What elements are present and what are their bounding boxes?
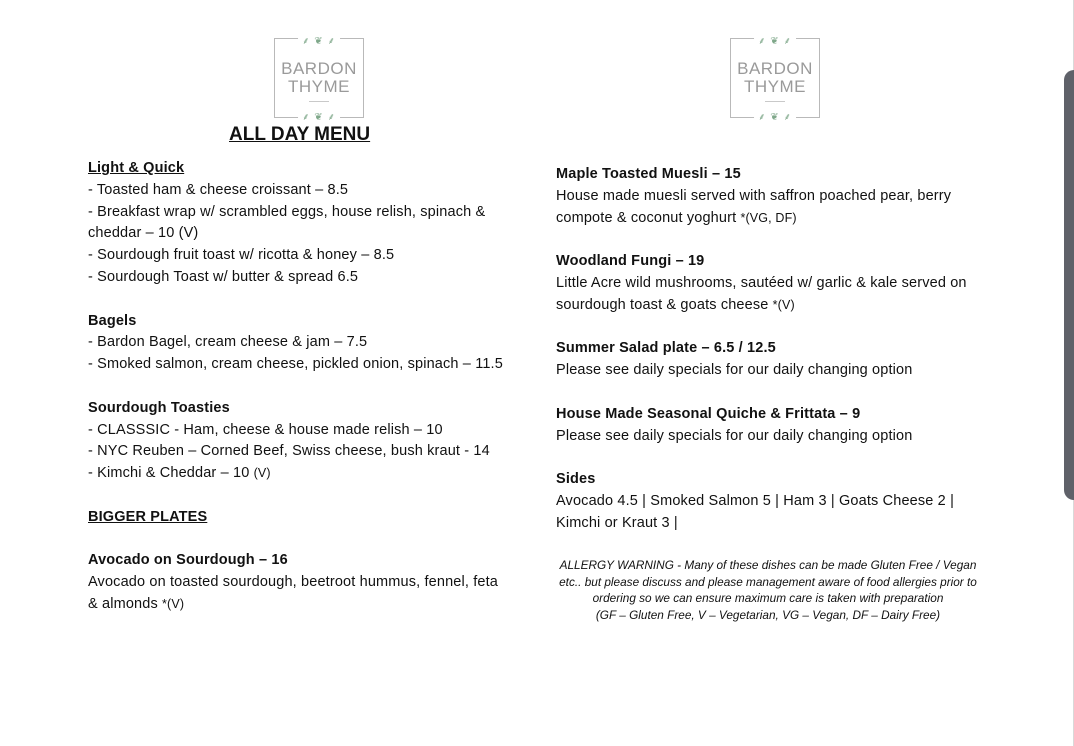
dish-heading-avocado: Avocado on Sourdough – 16 (88, 552, 288, 569)
menu-item: - Sourdough Toast w/ butter & spread 6.5 (88, 268, 359, 285)
logo-word-bardon: BARDON (737, 59, 813, 78)
menu-item: - Toasted ham & cheese croissant – 8.5 (88, 181, 349, 198)
section-heading-bagels: Bagels (88, 312, 137, 329)
section-heading-sides: Sides (556, 471, 596, 488)
logo-word-thyme: THYME (288, 77, 350, 96)
dish-description: Please see daily specials for our daily changing option (556, 362, 913, 379)
leaf-ornament-icon: ⸙ ❦ ⸙ (754, 33, 796, 47)
dish-description-text: Avocado on toasted sourdough, beetroot hummus, fennel, feta & almonds (88, 574, 499, 612)
dietary-tag: *(V) (162, 596, 185, 611)
dietary-tag: *(V) (772, 297, 795, 312)
dish-description (88, 572, 508, 616)
leaf-ornament-icon: ⸙ ❦ ⸙ (754, 109, 796, 123)
dietary-tag: (V) (253, 466, 271, 481)
menu-item: - Sourdough fruit toast w/ ricotta & honey – 8.5 (88, 247, 395, 264)
allergy-warning-text: ALLERGY WARNING - Many of these dishes can be made Gluten Free / Vegan etc.. but please discuss and please management aware of food allergies prior to ordering so we can ensure maximum care is taken with preparation (559, 558, 977, 605)
logo-word-thyme: THYME (744, 77, 806, 96)
menu-right-column (556, 164, 976, 535)
dietary-legend: (GF – Gluten Free, V – Vegetarian, VG – Vegan, DF – Dairy Free) (595, 607, 941, 622)
dish-description: Please see daily specials for our daily changing option (556, 427, 913, 444)
section-heading-toasties: Sourdough Toasties (88, 399, 230, 416)
menu-item: - NYC Reuben – Corned Beef, Swiss cheese, bush kraut - 14 (88, 443, 490, 460)
section-heading-light-quick: Light & Quick (88, 160, 185, 176)
dish-heading-muesli: Maple Toasted Muesli – 15 (556, 166, 741, 182)
menu-item: - Breakfast wrap w/ scrambled eggs, house relish, spinach & cheddar – 10 (V) (88, 203, 486, 242)
scrollbar[interactable] (1064, 70, 1074, 500)
menu-left-column (88, 158, 508, 616)
dish-description (556, 186, 976, 230)
dietary-tag: *(VG, DF) (740, 210, 797, 225)
menu-item-text: - Kimchi & Cheddar – 10 (88, 465, 254, 482)
logo-divider (309, 101, 329, 102)
bardon-thyme-logo (730, 36, 820, 123)
dish-heading-salad: Summer Salad plate – 6.5 / 12.5 (556, 340, 776, 357)
leaf-ornament-icon: ⸙ ❦ ⸙ (298, 109, 340, 123)
menu-item: - CLASSSIC - Ham, cheese & house made relish – 10 (88, 421, 443, 438)
dish-heading-fungi: Woodland Fungi – 19 (556, 253, 705, 270)
sides-list: Avocado 4.5 | Smoked Salmon 5 | Ham 3 | Goats Cheese 2 | Kimchi or Kraut 3 | (556, 492, 954, 531)
menu-item: - Bardon Bagel, cream cheese & jam – 7.5 (88, 334, 368, 351)
menu-item (88, 463, 508, 485)
section-heading-bigger-plates: BIGGER PLATES (88, 508, 208, 525)
bardon-thyme-logo (274, 36, 364, 123)
logo-divider (765, 101, 785, 102)
allergy-warning (556, 557, 980, 623)
logo-word-bardon: BARDON (281, 59, 357, 78)
dish-description-text: House made muesli served with saffron poached pear, berry compote & coconut yoghurt (556, 187, 952, 226)
dish-description-text: Little Acre wild mushrooms, sautéed w/ garlic & kale served on sourdough toast & goats cheese (556, 274, 967, 313)
dish-description (556, 273, 976, 317)
menu-item: - Smoked salmon, cream cheese, pickled onion, spinach – 11.5 (88, 356, 503, 373)
menu-title: ALL DAY MENU (229, 124, 371, 145)
dish-heading-quiche: House Made Seasonal Quiche & Frittata – 9 (556, 405, 861, 422)
leaf-ornament-icon: ⸙ ❦ ⸙ (298, 33, 340, 47)
